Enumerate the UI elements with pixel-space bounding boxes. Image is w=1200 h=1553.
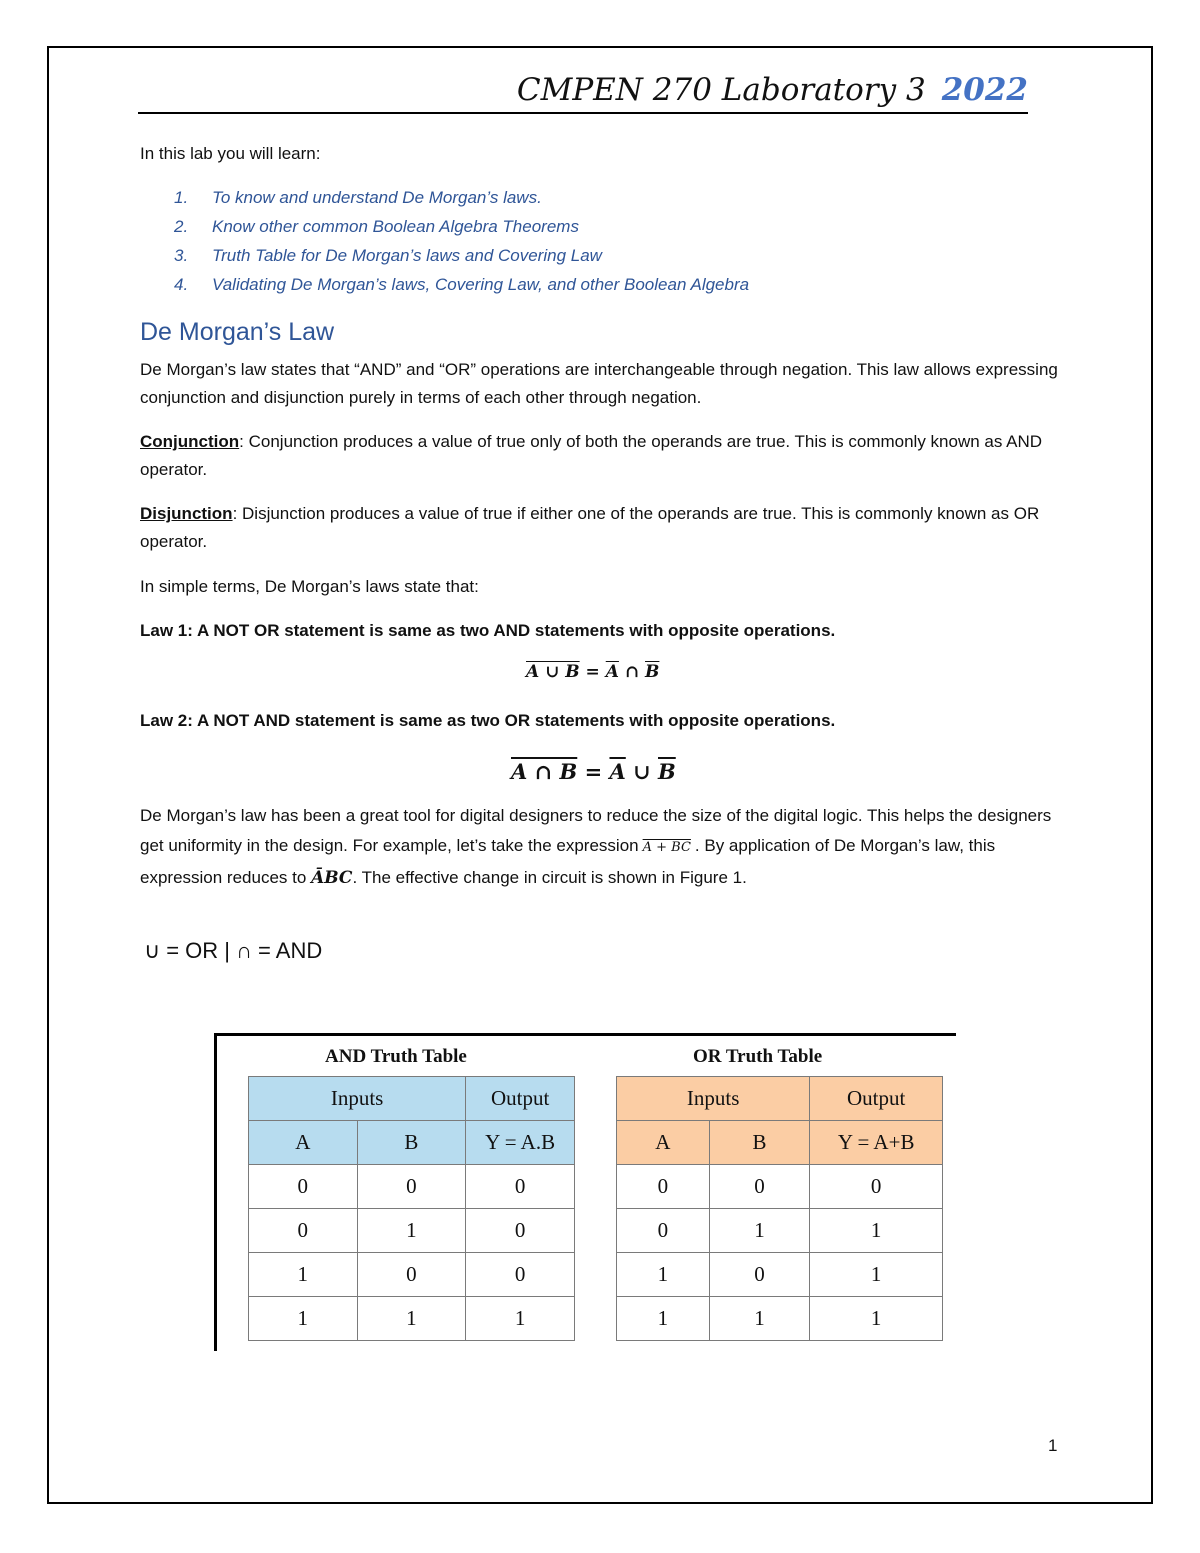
table-row: A B Y = A.B bbox=[249, 1121, 575, 1165]
page-header bbox=[138, 70, 1028, 114]
and-table-title: AND Truth Table bbox=[325, 1046, 467, 1067]
list-item: 4. Validating De Morgan’s laws, Covering Law, and other Boolean Algebra bbox=[174, 275, 750, 294]
simple-terms-text: In simple terms, De Morgan’s laws state that: bbox=[140, 577, 479, 596]
page-number: 1 bbox=[1048, 1436, 1058, 1455]
lab-year: 2022 bbox=[941, 72, 1028, 108]
table-row: 0 1 0 bbox=[249, 1209, 575, 1253]
table-row: 0 1 1 bbox=[617, 1209, 943, 1253]
learning-goals-list bbox=[174, 186, 749, 302]
table-row: Inputs Output bbox=[617, 1077, 943, 1121]
table-row: 1 1 1 bbox=[249, 1297, 575, 1341]
intro-paragraph: De Morgan’s law states that “AND” and “OR” operations are interchangeable through negation. This law allows expressing conjunction and disjunction purely in terms of each other through negation. bbox=[140, 360, 1058, 407]
disjunction-paragraph: Disjunction: Disjunction produces a value of true if either one of the operands are true. This is commonly known as OR operator. bbox=[140, 504, 1040, 551]
disjunction-term: Disjunction bbox=[140, 504, 233, 523]
list-item: 2. Know other common Boolean Algebra Theorems bbox=[174, 217, 579, 236]
header-title bbox=[517, 72, 1028, 108]
or-table-title: OR Truth Table bbox=[693, 1046, 823, 1067]
reduced-expression: ĀBC bbox=[311, 868, 353, 888]
law2-equation: A ∩ $B = \overline{A}$ ∪ $\overline{B}$ bbox=[511, 759, 676, 784]
table-row: A B Y = A+B bbox=[617, 1121, 943, 1165]
example-expression: A + BC bbox=[642, 840, 691, 855]
law1-equation: A ∪ $B = \overline{A}$ ∩ $\overline{B}$ bbox=[526, 662, 660, 682]
table-row: 1 0 0 bbox=[249, 1253, 575, 1297]
section-heading: De Morgan’s Law bbox=[140, 318, 335, 346]
conjunction-term: Conjunction bbox=[140, 432, 240, 451]
table-row: 0 0 0 bbox=[249, 1165, 575, 1209]
design-paragraph: De Morgan’s law has been a great tool for digital designers to reduce the size of the digital logic. This helps the designers get uniformity in the design. For example, let’s take the expression A + BC . By application of De Morgan’s law, this expression reduces to ĀBC. The effective change in circuit is shown in Figure 1. bbox=[140, 806, 1052, 888]
table-row: 0 0 0 bbox=[617, 1165, 943, 1209]
table-row: 1 1 1 bbox=[617, 1297, 943, 1341]
table-row: Inputs Output bbox=[249, 1077, 575, 1121]
and-truth-table bbox=[248, 1076, 575, 1341]
conjunction-paragraph: Conjunction: Conjunction produces a value of true only of both the operands are true. This is commonly known as AND operator. bbox=[140, 432, 1043, 479]
law2-statement: Law 2: A NOT AND statement is same as two OR statements with opposite operations. bbox=[140, 711, 836, 730]
list-item: 3. Truth Table for De Morgan’s laws and Covering Law bbox=[174, 246, 602, 265]
or-truth-table bbox=[616, 1076, 943, 1341]
law1-statement: Law 1: A NOT OR statement is same as two AND statements with opposite operations. bbox=[140, 621, 836, 640]
operator-legend: ∪ = OR | ∩ = AND bbox=[144, 938, 323, 963]
lab-title: CMPEN 270 Laboratory 3 bbox=[516, 72, 926, 108]
list-item: 1. To know and understand De Morgan’s laws. bbox=[174, 188, 542, 207]
table-row: 1 0 1 bbox=[617, 1253, 943, 1297]
intro-text: In this lab you will learn: bbox=[140, 144, 321, 163]
truth-tables-figure bbox=[214, 1033, 956, 1351]
